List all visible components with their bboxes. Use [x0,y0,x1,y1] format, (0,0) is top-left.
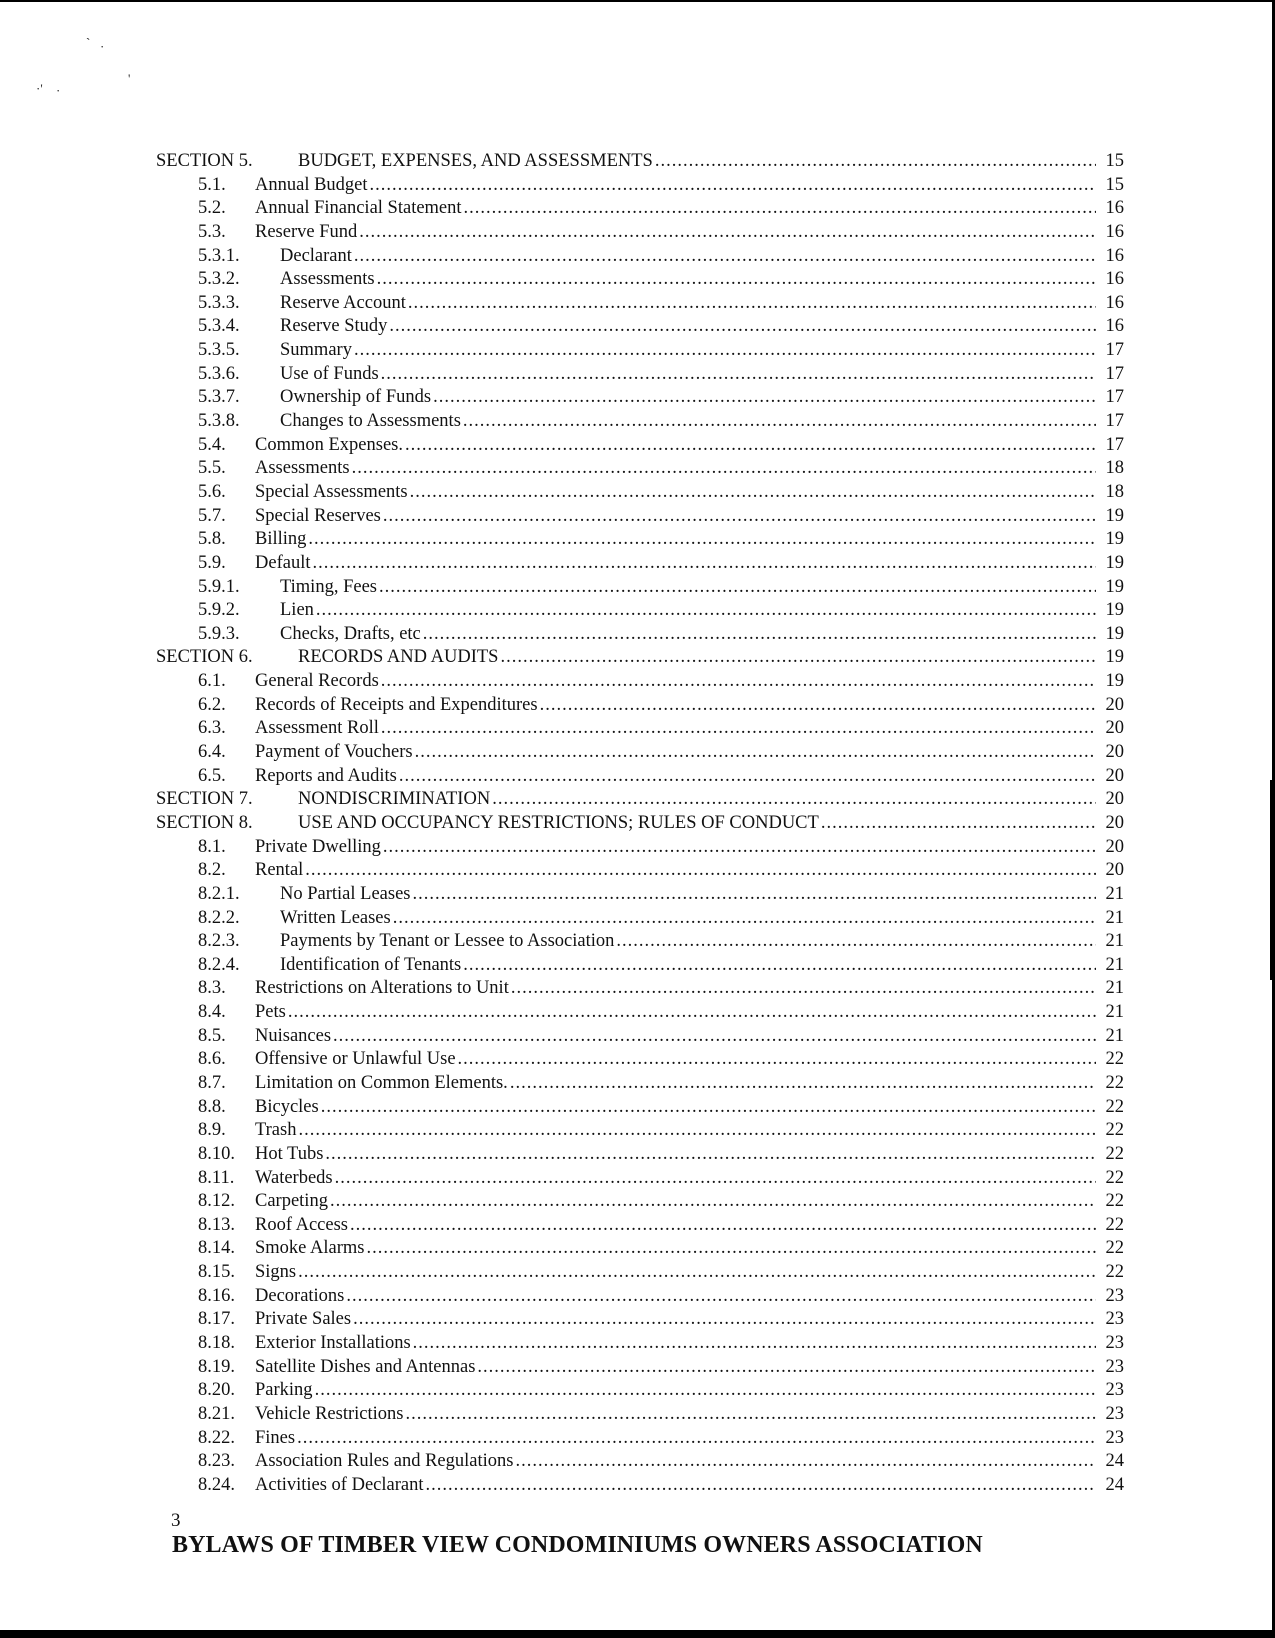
toc-entry-page: 22 [1105,1049,1124,1070]
dot-leader [346,1286,1096,1307]
dot-leader [616,931,1096,952]
toc-entry [156,1380,1124,1404]
toc-entry-number: 8.13. [198,1214,235,1235]
toc-entry-page: 18 [1105,481,1124,502]
toc-entry [156,647,1124,671]
toc-entry-number: 5.3.2. [198,269,240,290]
toc-entry [156,789,1124,813]
dot-leader [381,364,1096,385]
toc-entry [156,860,1124,884]
toc-entry-number: 8.14. [198,1238,235,1259]
toc-entry-page: 15 [1105,151,1124,171]
toc-entry [156,1451,1124,1475]
toc-entry-title: Reserve Account [280,292,406,313]
toc-entry-title: Changes to Assessments [280,411,461,432]
toc-entry-page: 20 [1105,860,1124,881]
dot-leader [458,1049,1096,1070]
toc-entry-number: 8.2.3. [198,931,240,952]
toc-entry-number: 5.9. [198,552,226,573]
toc-entry-page: 21 [1105,883,1124,904]
dot-leader [515,1451,1096,1472]
toc-entry [156,553,1124,577]
toc-entry-number: 5.9.3. [198,623,240,644]
dot-leader [410,482,1096,503]
toc-entry-page: 20 [1105,694,1124,715]
dot-leader [383,837,1096,858]
toc-entry-page: 17 [1105,434,1124,455]
dot-leader [366,1238,1096,1259]
toc-entry-number: 8.16. [198,1285,235,1306]
toc-entry-page: 21 [1105,1025,1124,1046]
toc-entry-title: Annual Budget [255,174,368,195]
toc-entry-page: 22 [1105,1191,1124,1212]
toc-entry-page: 20 [1105,742,1124,763]
toc-entry [156,246,1124,270]
dot-leader [500,647,1096,668]
dot-leader [298,1120,1096,1141]
toc-entry [156,222,1124,246]
table-of-contents [156,151,1124,1499]
toc-entry [156,1097,1124,1121]
toc-entry [156,1049,1124,1073]
toc-entry-title: Assessments [255,458,350,479]
dot-leader [389,316,1096,337]
toc-entry [156,151,1124,175]
toc-entry [156,482,1124,506]
dot-leader [312,553,1096,574]
toc-entry-title: Pets [255,1002,286,1023]
toc-entry [156,978,1124,1002]
toc-entry-number: 8.11. [198,1167,235,1188]
dot-leader [325,1144,1096,1165]
toc-entry-title: Roof Access [255,1214,348,1235]
toc-entry-title: Assessments [280,269,375,290]
dot-leader [477,1357,1096,1378]
toc-entry-number: 6.4. [198,742,226,763]
dot-leader [821,813,1096,834]
toc-entry-title: BUDGET, EXPENSES, AND ASSESSMENTS [298,151,653,171]
toc-entry [156,908,1124,932]
toc-entry-number: 8.4. [198,1002,226,1023]
dot-leader [655,151,1096,172]
toc-entry-number: SECTION 7. [156,789,253,810]
dot-leader [464,198,1096,219]
dot-leader [354,340,1096,361]
toc-entry-page: 20 [1105,812,1124,833]
dot-leader [405,435,1096,456]
toc-entry [156,624,1124,648]
toc-entry-number: 5.3.7. [198,387,240,408]
dot-leader [352,458,1096,479]
toc-entry-page: 22 [1105,1214,1124,1235]
toc-entry-number: 6.3. [198,718,226,739]
toc-entry-title: Private Dwelling [255,836,381,857]
toc-entry [156,600,1124,624]
toc-entry [156,813,1124,837]
toc-entry-number: 5.9.2. [198,600,240,621]
toc-entry-page: 23 [1105,1356,1124,1377]
toc-entry-page: 23 [1105,1309,1124,1330]
toc-entry-title: Common Expenses. [255,434,403,455]
toc-entry-title: Trash [255,1120,297,1141]
dot-leader [381,718,1096,739]
toc-entry [156,529,1124,553]
dot-leader [511,978,1096,999]
toc-entry [156,364,1124,388]
toc-entry-title: Association Rules and Regulations [255,1451,514,1472]
dot-leader [305,860,1096,881]
toc-entry-title: Hot Tubs [255,1143,324,1164]
dot-leader [377,269,1096,290]
dot-leader [413,884,1097,905]
toc-entry-number: 8.20. [198,1380,235,1401]
toc-entry-title: Payments by Tenant or Lessee to Association [280,931,615,952]
toc-entry-title: No Partial Leases [280,883,411,904]
toc-entry-number: 8.5. [198,1025,226,1046]
toc-entry-title: Smoke Alarms [255,1238,365,1259]
toc-entry-number: 8.6. [198,1049,226,1070]
toc-entry-title: Carpeting [255,1191,328,1212]
toc-entry-page: 19 [1105,576,1124,597]
toc-entry-page: 20 [1105,789,1124,810]
toc-entry [156,1144,1124,1168]
toc-entry-number: 5.9.1. [198,576,240,597]
toc-entry-number: 5.3.1. [198,245,240,266]
toc-entry [156,766,1124,790]
dot-leader [381,671,1096,692]
toc-entry [156,387,1124,411]
toc-entry-page: 15 [1105,174,1124,195]
toc-entry [156,931,1124,955]
toc-entry-title: Declarant [280,245,352,266]
toc-entry-number: 8.9. [198,1120,226,1141]
toc-entry-page: 16 [1105,245,1124,266]
toc-entry-title: Bicycles [255,1096,319,1117]
toc-entry-number: 8.15. [198,1262,235,1283]
dot-leader [288,1002,1096,1023]
toc-entry-page: 17 [1105,387,1124,408]
toc-entry-title: Ownership of Funds [280,387,432,408]
toc-entry-page: 23 [1105,1333,1124,1354]
toc-entry-number: 8.1. [198,836,226,857]
toc-entry-page: 19 [1105,529,1124,550]
footer-title: BYLAWS OF TIMBER VIEW CONDOMINIUMS OWNERS ASSOCIATION [172,1532,983,1558]
toc-entry [156,1262,1124,1286]
toc-entry-title: Reserve Study [280,316,388,337]
toc-entry [156,1026,1124,1050]
toc-entry [156,1073,1124,1097]
toc-entry-number: 5.3.5. [198,340,240,361]
toc-entry [156,695,1124,719]
dot-leader [333,1026,1096,1047]
toc-entry-title: Assessment Roll [255,718,379,739]
toc-entry-title: Checks, Drafts, etc [280,623,421,644]
toc-entry [156,837,1124,861]
toc-entry-number: 8.12. [198,1191,235,1212]
toc-entry [156,1309,1124,1333]
toc-entry [156,1333,1124,1357]
toc-entry [156,1404,1124,1428]
toc-entry-title: Default [255,552,311,573]
toc-entry-page: 17 [1105,340,1124,361]
toc-entry-number: 5.1. [198,174,226,195]
toc-entry-title: Parking [255,1380,313,1401]
toc-entry-page: 23 [1105,1285,1124,1306]
toc-entry-number: SECTION 8. [156,812,253,833]
toc-entry-title: NONDISCRIMINATION [298,789,491,810]
toc-entry-number: 8.3. [198,978,226,999]
toc-entry-number: 5.3.3. [198,292,240,313]
toc-entry-title: Reports and Audits [255,765,397,786]
toc-entry-number: 8.2.4. [198,954,240,975]
toc-entry-page: 22 [1105,1262,1124,1283]
toc-entry-page: 19 [1105,552,1124,573]
toc-entry-number: 8.2. [198,860,226,881]
toc-entry-page: 17 [1105,363,1124,384]
toc-entry-number: 5.3.6. [198,363,240,384]
toc-entry-number: 8.19. [198,1356,235,1377]
toc-entry [156,1191,1124,1215]
toc-entry-page: 22 [1105,1143,1124,1164]
toc-entry-page: 24 [1105,1474,1124,1495]
toc-entry-page: 21 [1105,907,1124,928]
toc-entry-number: 5.3. [198,221,226,242]
toc-entry-title: Payment of Vouchers [255,742,413,763]
toc-entry [156,506,1124,530]
toc-entry-page: 19 [1105,671,1124,692]
toc-entry [156,1475,1124,1499]
dot-leader [433,387,1096,408]
toc-entry-page: 20 [1105,836,1124,857]
dot-leader [359,222,1096,243]
dot-leader [354,246,1096,267]
toc-entry-title: Summary [280,340,352,361]
toc-entry [156,435,1124,459]
toc-entry-number: 5.2. [198,198,226,219]
toc-entry-title: Limitation on Common Elements. [255,1072,508,1093]
toc-entry [156,1286,1124,1310]
toc-entry-number: SECTION 5. [156,151,253,171]
toc-entry-number: 6.5. [198,765,226,786]
toc-entry-title: Use of Funds [280,363,379,384]
toc-entry [156,175,1124,199]
toc-entry [156,1002,1124,1026]
dot-leader [423,624,1096,645]
toc-entry [156,671,1124,695]
toc-entry [156,293,1124,317]
toc-entry [156,316,1124,340]
dot-leader [426,1475,1097,1496]
toc-entry [156,718,1124,742]
toc-entry-page: 22 [1105,1072,1124,1093]
dot-leader [383,506,1096,527]
toc-entry-page: 20 [1105,765,1124,786]
toc-entry-number: 5.3.8. [198,411,240,432]
toc-entry-title: Private Sales [255,1309,352,1330]
toc-entry [156,1238,1124,1262]
toc-entry-title: Nuisances [255,1025,332,1046]
scan-edge-mark [1270,780,1272,980]
toc-entry-number: 5.6. [198,481,226,502]
toc-entry-title: Restrictions on Alterations to Unit [255,978,509,999]
toc-entry-number: 8.7. [198,1072,226,1093]
toc-entry [156,411,1124,435]
dot-leader [405,1404,1096,1425]
dot-leader [321,1097,1096,1118]
toc-entry-page: 17 [1105,411,1124,432]
toc-entry-title: Records of Receipts and Expenditures [255,694,538,715]
toc-entry [156,1428,1124,1452]
toc-entry-page: 21 [1105,931,1124,952]
toc-entry-title: Decorations [255,1285,345,1306]
toc-entry-title: Lien [280,600,314,621]
toc-entry-page: 20 [1105,718,1124,739]
footer-page-number: 3 [171,1510,181,1531]
toc-entry-page: 22 [1105,1238,1124,1259]
toc-entry [156,742,1124,766]
toc-entry-title: Special Assessments [255,481,408,502]
toc-entry-number: 5.5. [198,458,226,479]
dot-leader [408,293,1096,314]
toc-entry-page: 21 [1105,978,1124,999]
dot-leader [308,529,1096,550]
toc-entry-number: 8.18. [198,1333,235,1354]
toc-entry-page: 16 [1105,198,1124,219]
toc-entry-number: 8.2.2. [198,907,240,928]
toc-entry-title: Billing [255,529,307,550]
toc-entry-page: 16 [1105,221,1124,242]
toc-entry-number: 5.3.4. [198,316,240,337]
toc-entry-title: Waterbeds [255,1167,333,1188]
dot-leader [370,175,1096,196]
toc-entry [156,955,1124,979]
toc-entry-number: 5.7. [198,505,226,526]
toc-entry-title: Activities of Declarant [255,1474,424,1495]
toc-entry-title: Fines [255,1427,296,1448]
toc-entry-title: Timing, Fees [280,576,377,597]
toc-entry-number: 8.2.1. [198,883,240,904]
toc-entry-title: Exterior Installations [255,1333,411,1354]
toc-entry-title: Written Leases [280,907,391,928]
toc-entry-title: Annual Financial Statement [255,198,462,219]
toc-entry-page: 19 [1105,505,1124,526]
dot-leader [393,908,1096,929]
toc-entry-number: 5.8. [198,529,226,550]
toc-entry-number: 5.4. [198,434,226,455]
toc-entry-page: 22 [1105,1120,1124,1141]
toc-entry-number: 6.2. [198,694,226,715]
toc-entry-page: 16 [1105,292,1124,313]
toc-entry-title: Offensive or Unlawful Use [255,1049,456,1070]
dot-leader [540,695,1096,716]
dot-leader [463,411,1096,432]
toc-entry-page: 16 [1105,269,1124,290]
dot-leader [492,789,1096,810]
dot-leader [315,1380,1096,1401]
toc-entry-number: 6.1. [198,671,226,692]
toc-entry-page: 21 [1105,1002,1124,1023]
toc-entry-number: 8.17. [198,1309,235,1330]
dot-leader [415,742,1096,763]
dot-leader [413,1333,1096,1354]
dot-leader [330,1191,1096,1212]
dot-leader [399,766,1096,787]
toc-entry [156,1215,1124,1239]
toc-entry-page: 24 [1105,1451,1124,1472]
toc-entry [156,577,1124,601]
toc-entry-page: 22 [1105,1167,1124,1188]
toc-entry-page: 16 [1105,316,1124,337]
toc-entry-title: RECORDS AND AUDITS [298,647,499,668]
toc-entry-title: Satellite Dishes and Antennas [255,1356,476,1377]
toc-entry [156,884,1124,908]
toc-entry-number: SECTION 6. [156,647,253,668]
dot-leader [463,955,1096,976]
dot-leader [297,1428,1096,1449]
toc-entry-page: 22 [1105,1096,1124,1117]
dot-leader [335,1168,1096,1189]
toc-entry-page: 19 [1105,623,1124,644]
toc-entry [156,458,1124,482]
toc-entry-title: Vehicle Restrictions [255,1403,404,1424]
toc-entry [156,198,1124,222]
toc-entry-title: Reserve Fund [255,221,358,242]
toc-entry-page: 23 [1105,1403,1124,1424]
toc-entry [156,340,1124,364]
dot-leader [316,600,1096,621]
toc-entry-number: 8.24. [198,1474,235,1495]
toc-entry-number: 8.21. [198,1403,235,1424]
toc-entry-page: 18 [1105,458,1124,479]
toc-entry-page: 19 [1105,600,1124,621]
toc-entry-title: Special Reserves [255,505,381,526]
toc-entry-number: 8.23. [198,1451,235,1472]
toc-entry-page: 19 [1105,647,1124,668]
toc-entry [156,1120,1124,1144]
toc-entry-page: 23 [1105,1427,1124,1448]
toc-entry-title: Signs [255,1262,297,1283]
dot-leader [350,1215,1096,1236]
toc-entry-page: 23 [1105,1380,1124,1401]
toc-entry [156,1168,1124,1192]
toc-entry-number: 8.22. [198,1427,235,1448]
toc-entry [156,1357,1124,1381]
toc-entry-title: USE AND OCCUPANCY RESTRICTIONS; RULES OF CONDUCT [298,812,819,833]
toc-entry-number: 8.8. [198,1096,226,1117]
toc-entry-number: 8.10. [198,1143,235,1164]
dot-leader [510,1073,1096,1094]
dot-leader [353,1309,1096,1330]
toc-entry-title: Rental [255,860,304,881]
toc-entry [156,269,1124,293]
dot-leader [379,577,1096,598]
dot-leader [298,1262,1096,1283]
toc-entry-title: Identification of Tenants [280,954,462,975]
document-page: ` · ' ·' · SECTION 5. BUDGET, EXPENSES, AND ASSESSMENTS ..... 15 5.1. Annual Budget ..... 15 5.2. Annual Financial Statement ..... 16 5.3. Reserve Fund ..... 16 5.3.1. Declarant ..... 16 5.3.2. Assessments ..... 16 5.3.3. Reserve Account ..... 16 5.3.4. Reserve Study ..... 16 5.3.5. Summary ..... 17 5.3.6. Use of Funds ..... 17 5.3.7. Ownership of Funds ..... 17 5.3.8. Changes to Assessments ..... 17 5.4. Common Expenses. ..... 17 5.5. Assessments ..... 18 5.6. Special Assessments ..... 18 5.7. Special Reserves ..... 19 5.8. Billing ..... 19 5.9. Default ..... 19 5.9.1. Timing, Fees ..... 19 5.9.2. Lien ..... 19 5.9.3. Checks, Drafts, etc ..... 19 SECTION 6. RECORDS AND AUDITS ..... 19 6.1. General Records ..... 19 6.2. Records of Receipts and Expenditures ..... 20 6.3. Assessment Roll ..... 20 6.4. Payment of Vouchers ..... 20 6.5. Reports and Audits ..... 20 SECTION 7. NONDISCRIMINATION ..... 20 SECTION 8. USE AND OCCUPANCY RESTRICTIONS; RULES OF CONDUCT ..... 20 8.1. Private Dwelling ..... 20 8.2. Rental ..... 20 8.2.1. No Partial Leases ..... 21 8.2.2. Written Leases ..... 21 8.2.3. Payments by Tenant or Lessee to Association ..... 21 8.2.4. Identification of Tenants ..... 21 8.3. Restrictions on Alterations to Unit ..... 21 8.4. Pets ..... 21 8.5. Nuisances ..... 21 8.6. Offensive or Unlawful Use ..... 22 8.7. Limitation on Common Elements. ..... 22 8.8. Bicycles ..... 22 8.9. Trash ..... 22 8.10. Hot Tubs ..... 22 8.11. Waterbeds ..... 22 8.12. Carpeting ..... 22 8.13. Roof Access ..... 22 8.14. Smoke Alarms ..... 22 8.15. Signs ..... 22 8.16. Decorations ..... 23 8.17. Private Sales ..... 23 8.18. Exterior Installations ..... 23 8.19. Satellite Dishes and Antennas ..... 23 8.20. Parking ..... 23 8.21. Vehicle Restrictions ..... 23 8.22. Fines ..... 23 8.23. Association Rules and Regulations ..... 24 8.24. Activities of Declarant ..... 24 3 BYLAWS OF TIMBER VIEW CONDOMINIUMS OWNERS ASSOCIATION [0,0,1272,1630]
toc-entry-title: General Records [255,671,379,692]
toc-entry-page: 21 [1105,954,1124,975]
